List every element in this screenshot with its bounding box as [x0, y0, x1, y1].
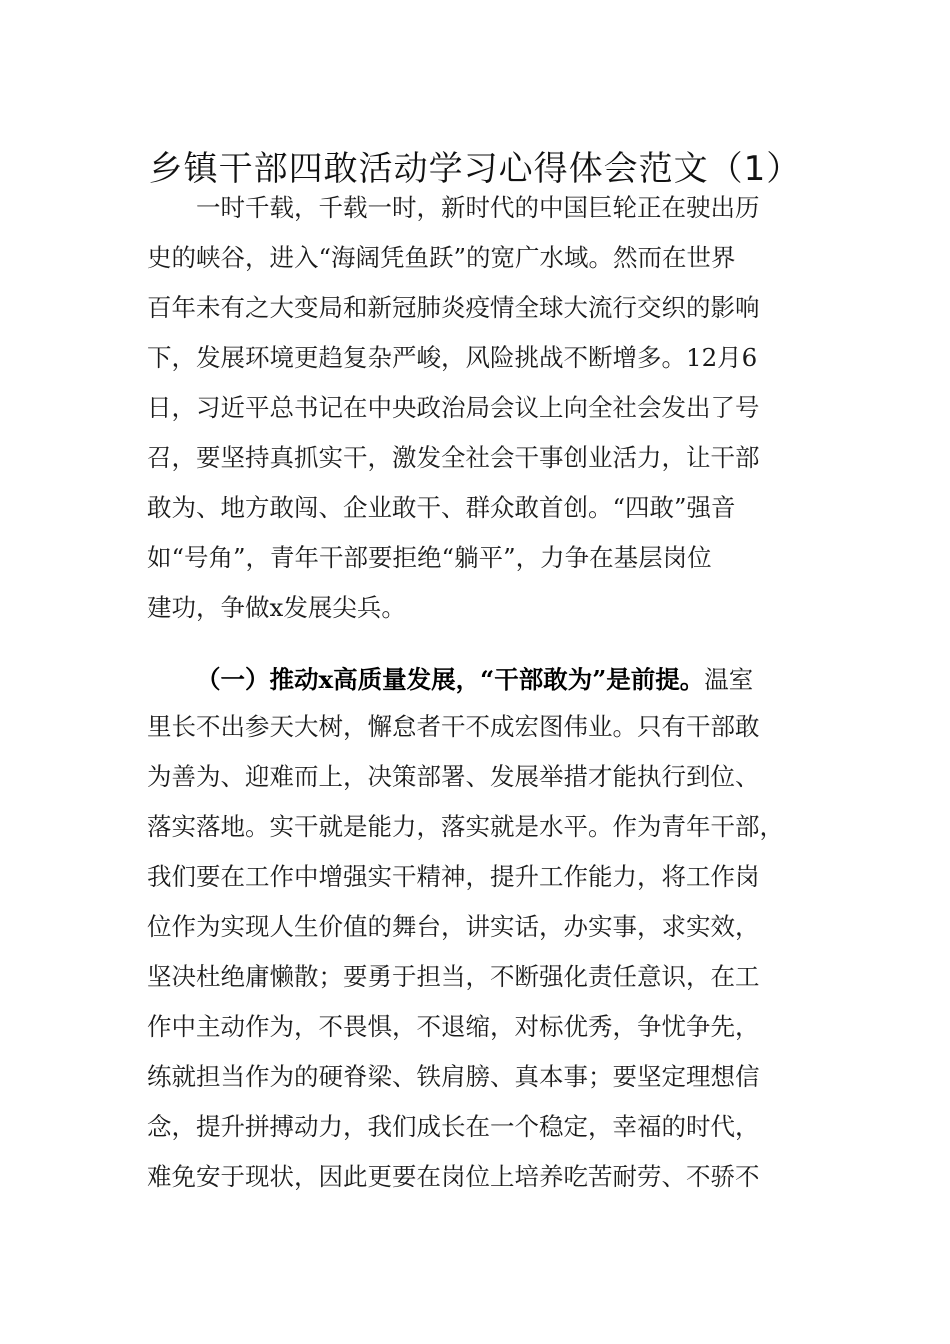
paragraph-2-line: 练就担当作为的硬脊梁、铁肩膀、真本事；要坚定理想信 — [147, 1062, 760, 1091]
paragraph-2-line: 我们要在工作中增强实干精神，提升工作能力，将工作岗 — [147, 862, 760, 891]
paragraph-1-line: 史的峡谷，进入“海阔凭鱼跃”的宽广水域。然而在世界 — [147, 243, 736, 272]
paragraph-2-line: 难免安于现状，因此更要在岗位上培养吃苦耐劳、不骄不 — [147, 1162, 760, 1191]
paragraph-2-line: 为善为、迎难而上，决策部署、发展举措才能执行到位、 — [147, 762, 760, 791]
paragraph-1-line: 日，习近平总书记在中央政治局会议上向全社会发出了号 — [147, 393, 760, 422]
paragraph-2-line: 落实落地。实干就是能力，落实就是水平。作为青年干部， — [147, 812, 784, 841]
paragraph-1-line: 建功，争做x发展尖兵。 — [147, 593, 406, 622]
paragraph-2-line: 念，提升拼搏动力，我们成长在一个稳定，幸福的时代， — [147, 1112, 760, 1141]
paragraph-2-line: 里长不出参天大树，懈怠者干不成宏图伟业。只有干部敢 — [147, 712, 760, 741]
paragraph-1-line: 一时千载，千载一时，新时代的中国巨轮正在驶出历 — [196, 193, 760, 222]
paragraph-2-first-line-rest: 温室 — [704, 665, 754, 694]
paragraph-2-line: 位作为实现人生价值的舞台，讲实话，办实事，求实效， — [147, 912, 760, 941]
paragraph-1-line: 如“号角”，青年干部要拒绝“躺平”，力争在基层岗位 — [147, 543, 712, 572]
paragraph-2-line: 作中主动作为，不畏惧，不退缩，对标优秀，争忧争先， — [147, 1012, 760, 1041]
section-heading: （一）推动x高质量发展，“干部敢为”是前提。 — [196, 665, 705, 694]
paragraph-2-first-line — [196, 660, 753, 700]
paragraph-1-line: 下，发展环境更趋复杂严峻，风险挑战不断增多。12月6 — [147, 343, 758, 372]
paragraph-2-line: 坚决杜绝庸懒散；要勇于担当，不断强化责任意识，在工 — [147, 962, 760, 991]
paragraph-1-line: 召，要坚持真抓实干，激发全社会干事创业活力，让干部 — [147, 443, 760, 472]
paragraph-1-line: 百年未有之大变局和新冠肺炎疫情全球大流行交织的影响 — [147, 293, 760, 322]
paragraph-1-line: 敢为、地方敢闯、企业敢干、群众敢首创。“四敢”强音 — [147, 493, 736, 522]
document-title: 乡镇干部四敢活动学习心得体会范文（1） — [148, 149, 802, 189]
